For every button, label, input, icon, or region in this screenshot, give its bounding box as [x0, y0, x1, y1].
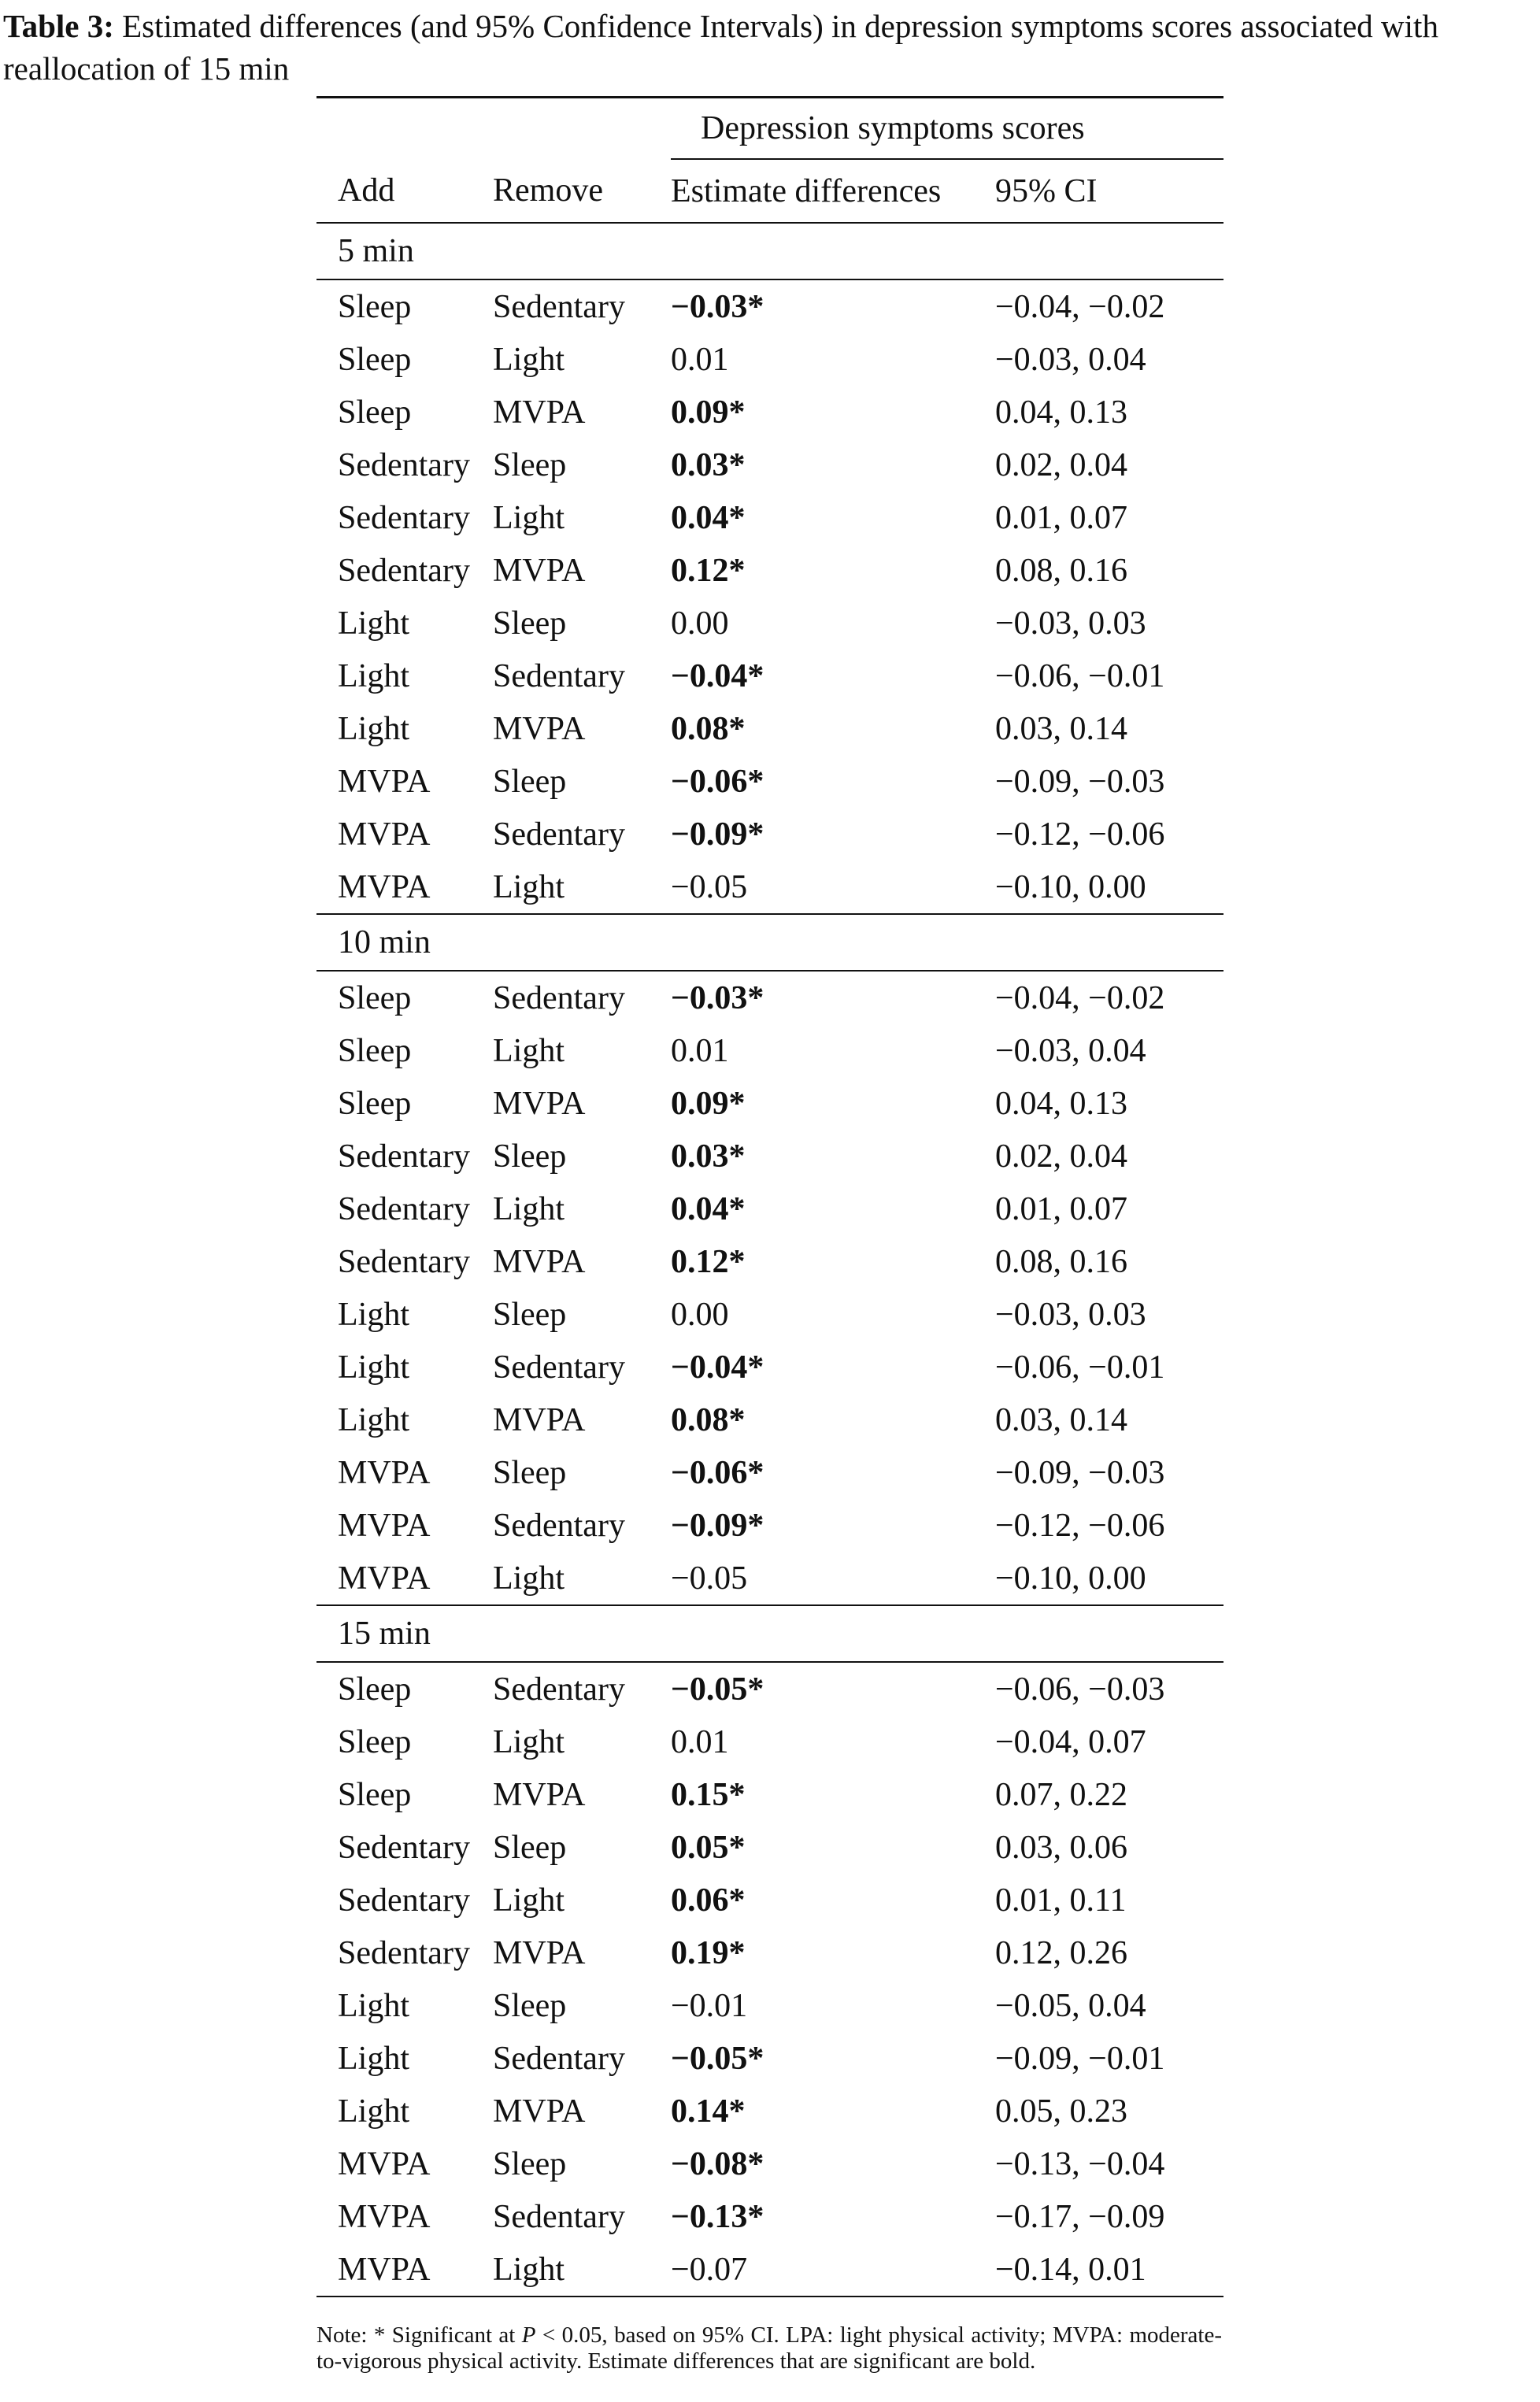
cell-ci: −0.03, 0.03	[995, 605, 1146, 642]
cell-estimate: 0.09*	[671, 1085, 746, 1122]
table-row	[317, 597, 1223, 650]
cell-estimate: 0.06*	[671, 1882, 746, 1919]
cell-estimate: −0.06*	[671, 1454, 764, 1491]
table-row	[317, 1662, 1223, 1715]
table-row	[317, 1130, 1223, 1182]
cell-estimate: 0.04*	[671, 499, 746, 536]
section-title: 5 min	[317, 223, 1223, 279]
cell-estimate: 0.12*	[671, 1243, 746, 1280]
cell-ci: 0.05, 0.23	[995, 2093, 1127, 2130]
cell-ci: 0.12, 0.26	[995, 1934, 1127, 1971]
cell-remove: Sleep	[493, 1138, 567, 1175]
cell-ci: 0.02, 0.04	[995, 446, 1127, 483]
table-row	[317, 1288, 1223, 1341]
table-row	[317, 1077, 1223, 1130]
cell-ci: −0.04, 0.07	[995, 1723, 1146, 1760]
cell-remove: Light	[493, 1560, 565, 1597]
cell-remove: Sleep	[493, 446, 567, 483]
cell-add: Sleep	[338, 1085, 412, 1122]
cell-estimate: −0.13*	[671, 2198, 764, 2235]
cell-ci: −0.09, −0.03	[995, 1454, 1165, 1491]
cell-add: Sleep	[338, 1032, 412, 1069]
cell-add: Sedentary	[338, 446, 470, 483]
cell-add: Light	[338, 710, 409, 747]
cell-remove: Sedentary	[493, 2040, 625, 2077]
cell-add: MVPA	[338, 868, 431, 905]
table-row	[317, 861, 1223, 914]
table-row	[317, 1821, 1223, 1874]
cell-add: Sleep	[338, 979, 412, 1016]
cell-estimate: 0.12*	[671, 552, 746, 589]
cell-estimate: 0.01	[671, 341, 729, 378]
cell-remove: MVPA	[493, 552, 586, 589]
cell-ci: −0.04, −0.02	[995, 288, 1165, 325]
table-row	[317, 755, 1223, 808]
cell-ci: 0.04, 0.13	[995, 394, 1127, 431]
table-row	[317, 2085, 1223, 2137]
cell-ci: 0.01, 0.07	[995, 499, 1127, 536]
table-row	[317, 971, 1223, 1024]
cell-remove: MVPA	[493, 1776, 586, 1813]
cell-estimate: 0.19*	[671, 1934, 746, 1971]
cell-remove: Light	[493, 1032, 565, 1069]
cell-remove: Sleep	[493, 1454, 567, 1491]
cell-ci: 0.08, 0.16	[995, 552, 1127, 589]
cell-add: Sleep	[338, 1776, 412, 1813]
cell-ci: −0.03, 0.04	[995, 1032, 1146, 1069]
cell-estimate: −0.07	[671, 2243, 995, 2297]
cell-ci: −0.17, −0.09	[995, 2198, 1165, 2235]
cell-estimate: −0.05	[671, 1560, 748, 1597]
cell-ci: −0.14, 0.01	[995, 2243, 1223, 2297]
cell-remove: Sleep	[493, 763, 567, 800]
note-prefix: Note: * Significant at	[317, 2322, 522, 2348]
cell-estimate: −0.04*	[671, 657, 764, 694]
cell-remove: Sedentary	[493, 1671, 625, 1708]
table-note	[317, 2322, 1222, 2374]
cell-add: Sedentary	[338, 499, 470, 536]
table-row	[317, 808, 1223, 861]
cell-remove: Sedentary	[493, 2198, 625, 2235]
table-row	[317, 1979, 1223, 2032]
header-estimate: Estimate differences	[671, 172, 942, 209]
cell-ci: 0.02, 0.04	[995, 1138, 1127, 1175]
cell-ci: 0.03, 0.14	[995, 1401, 1127, 1438]
cell-add: MVPA	[317, 2243, 493, 2297]
cell-ci: −0.10, 0.00	[995, 868, 1146, 905]
cell-estimate: −0.08*	[671, 2145, 764, 2182]
cell-add: MVPA	[338, 1507, 431, 1544]
cell-ci: −0.06, −0.01	[995, 657, 1165, 694]
cell-add: Light	[338, 1401, 409, 1438]
section-title: 10 min	[317, 914, 1223, 971]
table-row	[317, 544, 1223, 597]
table-label: Table 3:	[3, 8, 114, 44]
cell-remove: Sedentary	[493, 657, 625, 694]
cell-remove: Sleep	[493, 2145, 567, 2182]
table-caption	[3, 5, 1538, 90]
table-row	[317, 1446, 1223, 1499]
header-ci: 95% CI	[995, 172, 1098, 209]
table-title: Estimated differences (and 95% Confidence Intervals) in depression symptoms scores associated with reallocation of 15 min	[3, 8, 1438, 87]
table-row	[317, 1235, 1223, 1288]
cell-add: Sleep	[338, 1723, 412, 1760]
table-row	[317, 1715, 1223, 1768]
table-row	[317, 1874, 1223, 1926]
cell-ci: 0.03, 0.14	[995, 710, 1127, 747]
cell-ci: 0.03, 0.06	[995, 1829, 1127, 1866]
cell-add: Light	[338, 1987, 409, 2024]
table-row	[317, 1393, 1223, 1446]
cell-add: Sedentary	[338, 1882, 470, 1919]
header-group-row	[317, 98, 1223, 160]
table-row	[317, 2137, 1223, 2190]
cell-ci: −0.06, −0.01	[995, 1349, 1165, 1386]
header-group-label: Depression symptoms scores	[671, 98, 1223, 160]
table-row	[317, 1552, 1223, 1605]
cell-estimate: −0.09*	[671, 816, 764, 853]
cell-ci: −0.10, 0.00	[995, 1560, 1146, 1597]
cell-remove: MVPA	[493, 1401, 586, 1438]
cell-ci: −0.03, 0.04	[995, 341, 1146, 378]
cell-remove: Light	[493, 1723, 565, 1760]
cell-remove: Sleep	[493, 1296, 567, 1333]
cell-add: Sedentary	[338, 1934, 470, 1971]
cell-add: Sedentary	[338, 1190, 470, 1227]
cell-remove: Light	[493, 341, 565, 378]
cell-estimate: 0.14*	[671, 2093, 746, 2130]
cell-estimate: 0.09*	[671, 394, 746, 431]
cell-estimate: 0.01	[671, 1032, 729, 1069]
cell-remove: Light	[493, 868, 565, 905]
cell-ci: 0.01, 0.07	[995, 1190, 1127, 1227]
cell-add: Light	[338, 1349, 409, 1386]
cell-estimate: −0.09*	[671, 1507, 764, 1544]
table-row	[317, 386, 1223, 439]
cell-remove: MVPA	[493, 2093, 586, 2130]
table-row	[317, 2032, 1223, 2085]
cell-add: MVPA	[338, 2145, 431, 2182]
cell-remove: Light	[493, 499, 565, 536]
cell-add: MVPA	[338, 816, 431, 853]
cell-ci: −0.03, 0.03	[995, 1296, 1146, 1333]
cell-estimate: −0.03*	[671, 979, 764, 1016]
cell-remove: MVPA	[493, 1934, 586, 1971]
cell-estimate: −0.01	[671, 1987, 748, 2024]
header-add: Add	[338, 172, 395, 209]
cell-remove: MVPA	[493, 710, 586, 747]
cell-add: Sedentary	[338, 1829, 470, 1866]
cell-remove: Sedentary	[493, 1507, 625, 1544]
cell-remove: MVPA	[493, 1085, 586, 1122]
cell-ci: 0.04, 0.13	[995, 1085, 1127, 1122]
table-row	[317, 1024, 1223, 1077]
cell-estimate: 0.15*	[671, 1776, 746, 1813]
cell-estimate: 0.08*	[671, 1401, 746, 1438]
note-rest: < 0.05, based on 95% CI. LPA: light physical activity; MVPA: moderate-to-vigorous physical activity. Estimate differences that are significant are bold.	[317, 2322, 1222, 2374]
cell-ci: −0.05, 0.04	[995, 1987, 1146, 2024]
cell-estimate: 0.01	[671, 1723, 729, 1760]
table-row	[317, 2243, 1223, 2297]
table-row	[317, 333, 1223, 386]
cell-remove: Light	[493, 2243, 671, 2297]
cell-estimate: −0.05*	[671, 2040, 764, 2077]
table-row	[317, 650, 1223, 702]
cell-estimate: 0.00	[671, 605, 729, 642]
cell-add: Sleep	[338, 288, 412, 325]
cell-remove: MVPA	[493, 1243, 586, 1280]
table-row	[317, 1768, 1223, 1821]
cell-ci: 0.07, 0.22	[995, 1776, 1127, 1813]
cell-estimate: 0.04*	[671, 1190, 746, 1227]
table-row	[317, 1182, 1223, 1235]
table-row	[317, 1499, 1223, 1552]
cell-add: Light	[338, 1296, 409, 1333]
cell-add: Sedentary	[338, 1243, 470, 1280]
cell-add: Light	[338, 2040, 409, 2077]
cell-add: Sedentary	[338, 1138, 470, 1175]
cell-add: Sedentary	[338, 552, 470, 589]
header-remove: Remove	[493, 172, 603, 209]
results-table	[317, 96, 1223, 2297]
table-row	[317, 491, 1223, 544]
cell-remove: Sleep	[493, 605, 567, 642]
cell-estimate: 0.05*	[671, 1829, 746, 1866]
cell-add: Light	[338, 605, 409, 642]
table-row	[317, 439, 1223, 491]
cell-ci: −0.06, −0.03	[995, 1671, 1165, 1708]
cell-add: Sleep	[338, 341, 412, 378]
section-title: 15 min	[317, 1605, 1223, 1662]
section-header-row	[317, 1605, 1223, 1662]
cell-add: Light	[338, 657, 409, 694]
table-row	[317, 1341, 1223, 1393]
cell-ci: −0.09, −0.01	[995, 2040, 1165, 2077]
table-row	[317, 1926, 1223, 1979]
cell-add: Sleep	[338, 394, 412, 431]
cell-estimate: −0.04*	[671, 1349, 764, 1386]
cell-estimate: −0.03*	[671, 288, 764, 325]
cell-remove: MVPA	[493, 394, 586, 431]
cell-remove: Sedentary	[493, 1349, 625, 1386]
cell-add: Sleep	[338, 1671, 412, 1708]
cell-estimate: −0.05*	[671, 1671, 764, 1708]
cell-add: MVPA	[338, 1454, 431, 1491]
cell-add: Light	[338, 2093, 409, 2130]
cell-estimate: 0.08*	[671, 710, 746, 747]
cell-estimate: −0.06*	[671, 763, 764, 800]
header-columns-row	[317, 159, 1223, 223]
cell-remove: Sedentary	[493, 288, 625, 325]
cell-remove: Sedentary	[493, 979, 625, 1016]
cell-add: MVPA	[338, 1560, 431, 1597]
cell-ci: 0.01, 0.11	[995, 1882, 1127, 1919]
cell-remove: Light	[493, 1882, 565, 1919]
section-header-row	[317, 914, 1223, 971]
cell-remove: Sedentary	[493, 816, 625, 853]
cell-add: MVPA	[338, 2198, 431, 2235]
cell-ci: −0.13, −0.04	[995, 2145, 1165, 2182]
cell-ci: 0.08, 0.16	[995, 1243, 1127, 1280]
note-p-symbol: P	[521, 2322, 536, 2348]
cell-estimate: −0.05	[671, 868, 748, 905]
cell-remove: Light	[493, 1190, 565, 1227]
table-row	[317, 279, 1223, 333]
cell-estimate: 0.03*	[671, 1138, 746, 1175]
cell-add: MVPA	[338, 763, 431, 800]
cell-estimate: 0.00	[671, 1296, 729, 1333]
cell-ci: −0.12, −0.06	[995, 1507, 1165, 1544]
table-row	[317, 702, 1223, 755]
cell-ci: −0.12, −0.06	[995, 816, 1165, 853]
cell-remove: Sleep	[493, 1987, 567, 2024]
cell-ci: −0.04, −0.02	[995, 979, 1165, 1016]
cell-estimate: 0.03*	[671, 446, 746, 483]
table-row	[317, 2190, 1223, 2243]
cell-ci: −0.09, −0.03	[995, 763, 1165, 800]
cell-remove: Sleep	[493, 1829, 567, 1866]
section-header-row	[317, 223, 1223, 279]
